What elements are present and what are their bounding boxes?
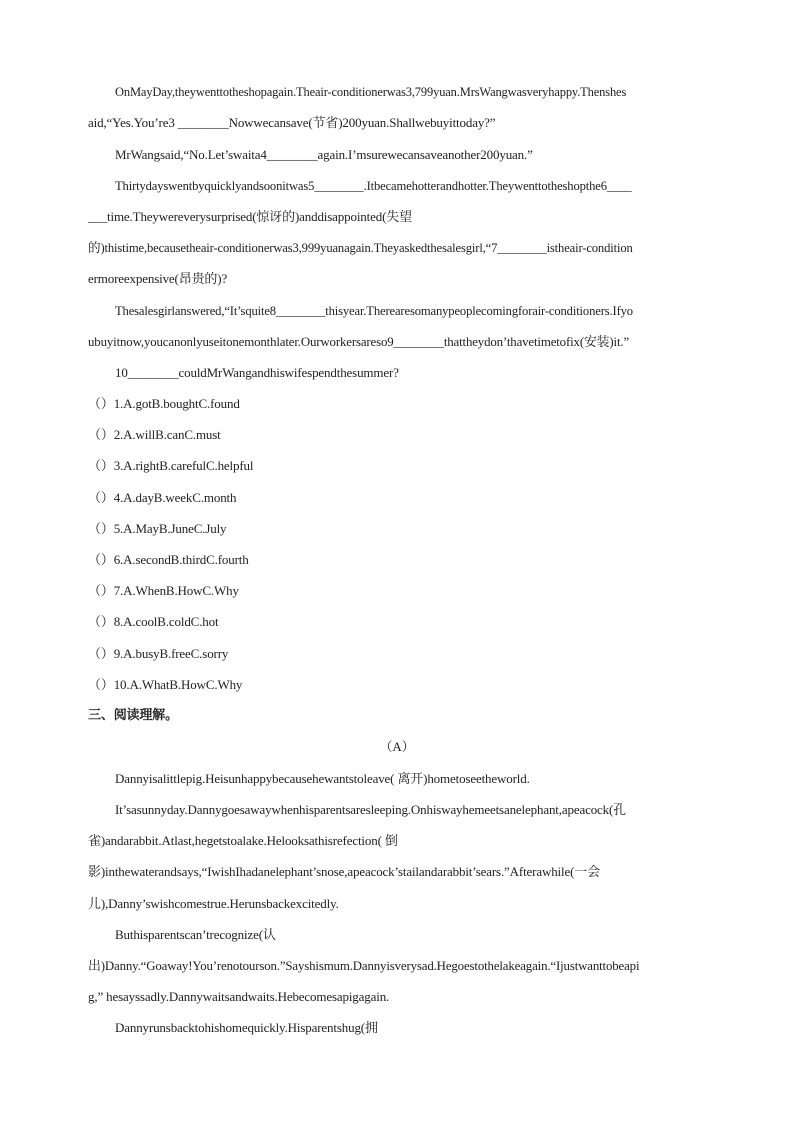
paragraph-line: 的)thistime,becausetheair-conditionerwas3,999yuanagain.Theyaskedthesalesgirl,“7________istheair-condition xyxy=(88,240,633,255)
choice-item: （）5.A.MayB.JuneC.July xyxy=(88,521,227,536)
paragraph-line: g,” hesayssadly.Dannywaitsandwaits.Hebecomesapigagain. xyxy=(88,989,390,1004)
paragraph-line: Dannyisalittlepig.Heisunhappybecausehewantstoleave( 离开)hometoseetheworld. xyxy=(115,771,530,786)
choice-item: （）2.A.willB.canC.must xyxy=(88,427,221,442)
section-heading: 三、阅读理解。 xyxy=(88,708,178,723)
paragraph-line: Thirtydayswentbyquicklyandsoonitwas5________.Itbecamehotterandhotter.Theywenttotheshopthe6____ xyxy=(115,178,632,193)
choice-item: （）10.A.WhatB.HowC.Why xyxy=(88,677,243,692)
choice-item: （）1.A.gotB.boughtC.found xyxy=(88,396,240,411)
choice-item: （）6.A.secondB.thirdC.fourth xyxy=(88,552,249,567)
choice-item: （）4.A.dayB.weekC.month xyxy=(88,490,237,505)
passage-label: （A） xyxy=(379,739,415,754)
paragraph-line: 雀)andarabbit.Atlast,hegetstoalake.Helooksathisrefection( 倒 xyxy=(88,833,398,848)
paragraph-line: aid,“Yes.You’re3 ________Nowwecansave(节省)200yuan.Shallwebuyittoday?” xyxy=(88,115,496,130)
paragraph-line: MrWangsaid,“No.Let’swaita4________again.I’msurewecansaveanother200yuan.” xyxy=(115,147,533,162)
paragraph-line: Buthisparentscan’trecognize(认 xyxy=(115,927,276,942)
paragraph-line: ___time.Theywereverysurprised(惊讶的)anddisappointed(失望 xyxy=(88,209,412,224)
paragraph-line: 儿),Danny’swishcomestrue.Herunsbackexcitedly. xyxy=(88,896,339,911)
paragraph-line: Thesalesgirlanswered,“It’squite8________thisyear.Therearesomanypeoplecomingforair-conditioners.Ifyo xyxy=(115,303,633,318)
paragraph-line: OnMayDay,theywenttotheshopagain.Theair-conditionerwas3,799yuan.MrsWangwasveryhappy.Thenshes xyxy=(115,84,627,99)
paragraph-line: 10________couldMrWangandhiswifespendthesummer? xyxy=(115,365,399,380)
paragraph-line: ubuyitnow,youcanonlyuseitonemonthlater.Ourworkersareso9________thattheydon’thavetimetofix(安装)it.” xyxy=(88,334,630,349)
choice-item: （）9.A.busyB.freeC.sorry xyxy=(88,646,229,661)
paragraph-line: It’sasunnyday.Dannygoesawaywhenhisparentsaresleeping.Onhiswayhemeetsanelephant,apeacock(孔 xyxy=(115,802,627,817)
paragraph-line: 影)inthewaterandsays,“IwishIhadanelephant’snose,apeacock’stailandarabbit’sears.”Afterawhile(一会 xyxy=(88,864,600,879)
choice-item: （）7.A.WhenB.HowC.Why xyxy=(88,583,239,598)
paragraph-line: 出)Danny.“Goaway!You’renotourson.”Sayshismum.Dannyisverysad.Hegoestothelakeagain.“Ijustwanttobeapi xyxy=(88,958,640,973)
choice-item: （）3.A.rightB.carefulC.helpful xyxy=(88,458,254,473)
paragraph-line: Dannyrunsbacktohishomequickly.Hisparentshug(拥 xyxy=(115,1020,378,1035)
paragraph-line: ermoreexpensive(昂贵的)? xyxy=(88,271,228,286)
choice-item: （）8.A.coolB.coldC.hot xyxy=(88,614,219,629)
